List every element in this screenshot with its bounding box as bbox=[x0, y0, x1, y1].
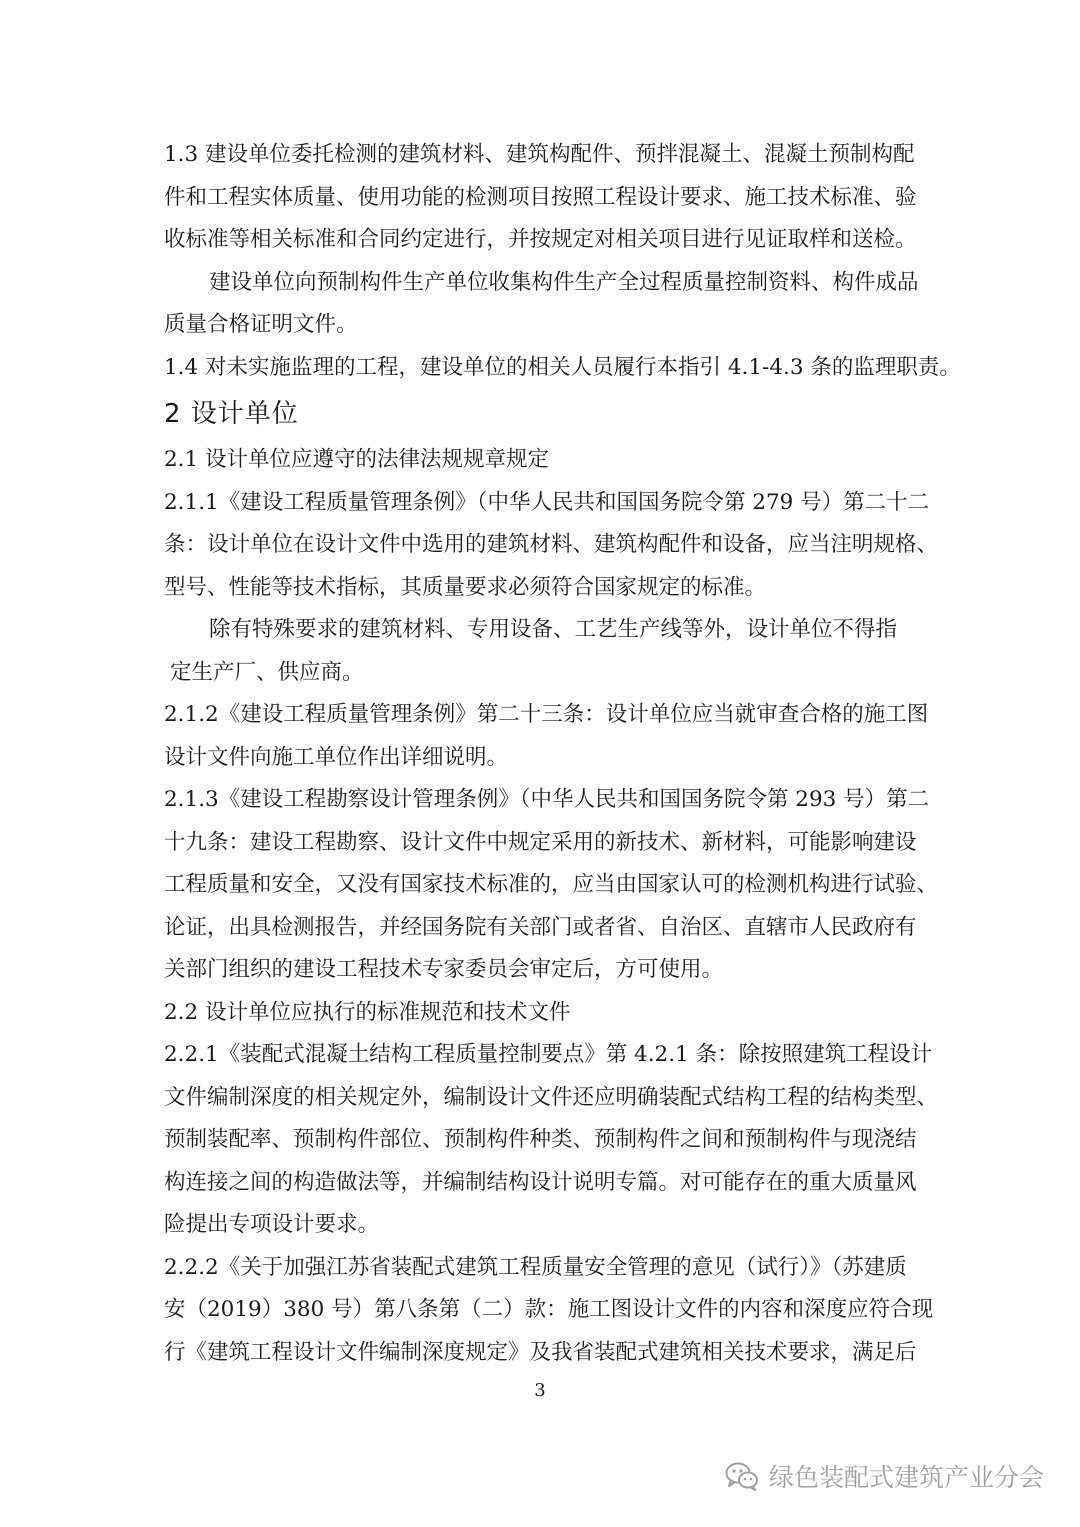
paragraph-line: 定生产厂、供应商。 bbox=[170, 659, 364, 685]
paragraph-line: 2.1.1《建设工程质量管理条例》（中华人民共和国国务院令第 279 号）第二十二 bbox=[164, 489, 930, 515]
wechat-icon bbox=[725, 1461, 759, 1491]
page-number: 3 bbox=[534, 1380, 546, 1401]
section-heading: 2 设计单位 bbox=[164, 399, 299, 429]
paragraph-line: 险提出专项设计要求。 bbox=[164, 1212, 380, 1237]
paragraph-line: 除有特殊要求的建筑材料、专用设备、工艺生产线等外，设计单位不得指 bbox=[209, 617, 898, 642]
paragraph-line: 构连接之间的构造做法等，并编制结构设计说明专篇。对可能存在的重大质量风 bbox=[164, 1169, 917, 1195]
paragraph-line: 2.1.2《建设工程质量管理条例》第二十三条：设计单位应当就审查合格的施工图 bbox=[164, 702, 929, 727]
paragraph-line: 2.2.2《关于加强江苏省装配式建筑工程质量安全管理的意见（试行）》（苏建质 bbox=[164, 1254, 907, 1280]
paragraph-line: 关部门组织的建设工程技术专家委员会审定后，方可使用。 bbox=[164, 957, 724, 982]
paragraph-line: 2.2.1《装配式混凝土结构工程质量控制要点》第 4.2.1 条：除按照建筑工程设计 bbox=[164, 1042, 933, 1067]
paragraph-line: 1.3 建设单位委托检测的建筑材料、建筑构配件、预拌混凝土、混凝土预制构配 bbox=[164, 142, 915, 167]
paragraph-line: 文件编制深度的相关规定外，编制设计文件还应明确装配式结构工程的结构类型、 bbox=[164, 1084, 939, 1110]
watermark bbox=[725, 1456, 1044, 1496]
paragraph-line: 行《建筑工程设计文件编制深度规定》及我省装配式建筑相关技术要求，满足后 bbox=[164, 1339, 917, 1365]
paragraph-line: 2.2 设计单位应执行的标准规范和技术文件 bbox=[164, 999, 571, 1025]
paragraph-line: 设计文件向施工单位作出详细说明。 bbox=[164, 744, 509, 770]
paragraph-line: 收标准等相关标准和合同约定进行，并按规定对相关项目进行见证取样和送检。 bbox=[164, 227, 917, 252]
paragraph-line: 2.1 设计单位应遵守的法律法规规章规定 bbox=[164, 447, 550, 472]
paragraph-line: 2.1.3《建设工程勘察设计管理条例》（中华人民共和国国务院令第 293 号）第二 bbox=[164, 787, 930, 812]
paragraph-line: 质量合格证明文件。 bbox=[164, 312, 358, 337]
paragraph-line: 1.4 对未实施监理的工程，建设单位的相关人员履行本指引 4.1-4.3 条的监理职责。 bbox=[164, 354, 961, 380]
paragraph-line: 件和工程实体质量、使用功能的检测项目按照工程设计要求、施工技术标准、验 bbox=[164, 184, 917, 210]
paragraph-line: 工程质量和安全，又没有国家技术标准的，应当由国家认可的检测机构进行试验、 bbox=[164, 872, 939, 897]
watermark-text: 绿色装配式建筑产业分会 bbox=[768, 1463, 1044, 1492]
paragraph-line: 安（2019）380 号）第八条第（二）款：施工图设计文件的内容和深度应符合现 bbox=[164, 1297, 934, 1322]
paragraph-line: 论证，出具检测报告，并经国务院有关部门或者省、自治区、直辖市人民政府有 bbox=[164, 914, 917, 940]
paragraph-line: 十九条：建设工程勘察、设计文件中规定采用的新技术、新材料，可能影响建设 bbox=[164, 829, 917, 855]
paragraph-line: 型号、性能等技术指标，其质量要求必须符合国家规定的标准。 bbox=[164, 574, 767, 600]
paragraph-line: 条：设计单位在设计文件中选用的建筑材料、建筑构配件和设备，应当注明规格、 bbox=[164, 532, 939, 557]
paragraph-line: 建设单位向预制构件生产单位收集构件生产全过程质量控制资料、构件成品 bbox=[209, 269, 919, 295]
document-body bbox=[164, 134, 961, 1374]
paragraph-line: 预制装配率、预制构件部位、预制构件种类、预制构件之间和预制构件与现浇结 bbox=[164, 1127, 917, 1152]
